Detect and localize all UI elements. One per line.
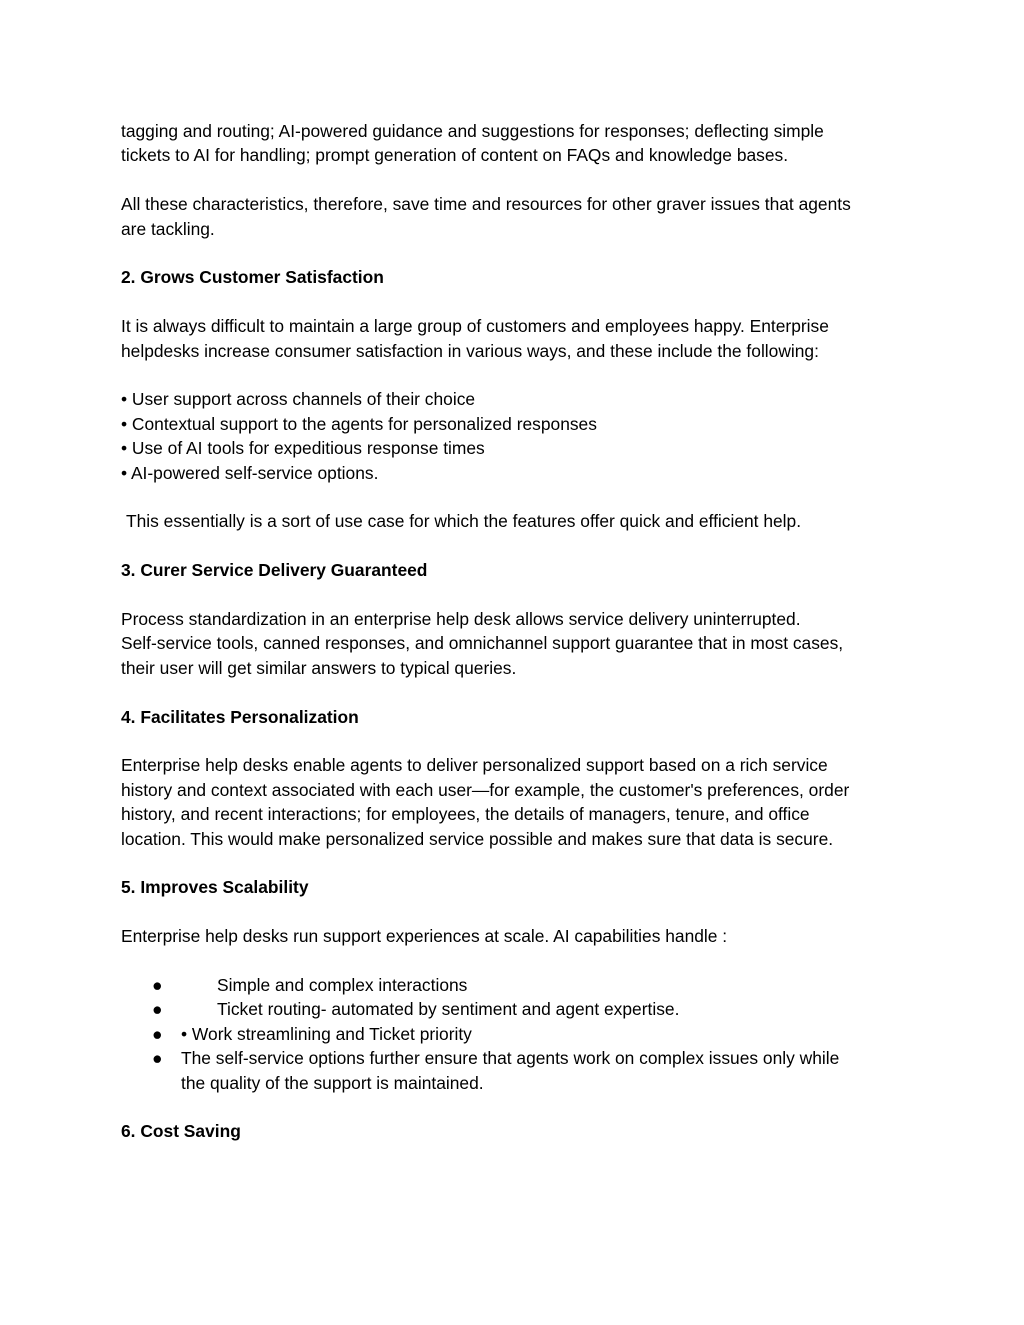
list-item [121,1022,911,1046]
section-4-paragraph [121,753,911,851]
section-5-bullet-list [121,973,911,1095]
section-3-line-3: their user will get similar answers to typical queries. [121,657,517,678]
section-2-closing: This essentially is a sort of use case for which the features offer quick and efficient help. [126,511,802,532]
list-item-text: Simple and complex interactions [217,975,468,996]
section-4-line-3: history, and recent interactions; for employees, the details of managers, tenure, and office [121,804,810,825]
list-item: • Contextual support to the agents for personalized responses [121,413,597,434]
section-4-line-2: history and context associated with each user—for example, the customer's preferences, order [121,779,850,800]
section-3-line-2: Self-service tools, canned responses, and omnichannel support guarantee that in most cases, [121,633,844,654]
list-item: • AI-powered self-service options. [121,462,379,483]
section-3-heading: 3. Curer Service Delivery Guaranteed [121,560,428,581]
bullet-icon: ● [152,975,163,996]
summary-line-1: All these characteristics, therefore, save time and resources for other graver issues that agents [121,194,851,215]
section-2-bullet-list [121,387,911,485]
list-item-text-line-2: the quality of the support is maintained. [181,1072,484,1093]
section-2-line-2: helpdesks increase consumer satisfaction in various ways, and these include the following: [121,340,819,361]
document-page [121,119,911,1144]
summary-line-2: are tackling. [121,218,215,239]
list-item-text: Ticket routing- automated by sentiment and agent expertise. [217,999,680,1020]
list-item: • User support across channels of their choice [121,389,476,410]
bullet-icon: ● [152,1023,163,1044]
section-2-paragraph [121,314,911,363]
list-item-text-line-1: The self-service options further ensure that agents work on complex issues only while [181,1048,840,1069]
intro-line-2: tickets to AI for handling; prompt generation of content on FAQs and knowledge bases. [121,145,789,166]
list-item-text: • Work streamlining and Ticket priority [181,1023,472,1044]
section-3-line-1: Process standardization in an enterprise help desk allows service delivery uninterrupted. [121,609,801,630]
section-2-line-1: It is always difficult to maintain a large group of customers and employees happy. Enterprise [121,316,829,337]
bullet-icon: ● [152,1048,163,1069]
list-item: • Use of AI tools for expeditious response times [121,438,485,459]
intro-paragraph [121,119,911,168]
section-5-paragraph: Enterprise help desks run support experiences at scale. AI capabilities handle : [121,926,728,947]
section-4-line-1: Enterprise help desks enable agents to deliver personalized support based on a rich service [121,755,828,776]
intro-line-1: tagging and routing; AI-powered guidance and suggestions for responses; deflecting simple [121,121,824,141]
summary-paragraph [121,192,911,241]
section-6-heading: 6. Cost Saving [121,1121,241,1142]
section-2-heading: 2. Grows Customer Satisfaction [121,267,384,288]
list-item [121,1046,911,1095]
section-4-heading: 4. Facilitates Personalization [121,706,359,727]
list-item [121,973,911,997]
list-item [121,997,911,1021]
section-5-heading: 5. Improves Scalability [121,877,309,898]
section-4-line-4: location. This would make personalized service possible and makes sure that data is secure. [121,828,834,849]
section-3-paragraph [121,607,911,680]
bullet-icon: ● [152,999,163,1020]
